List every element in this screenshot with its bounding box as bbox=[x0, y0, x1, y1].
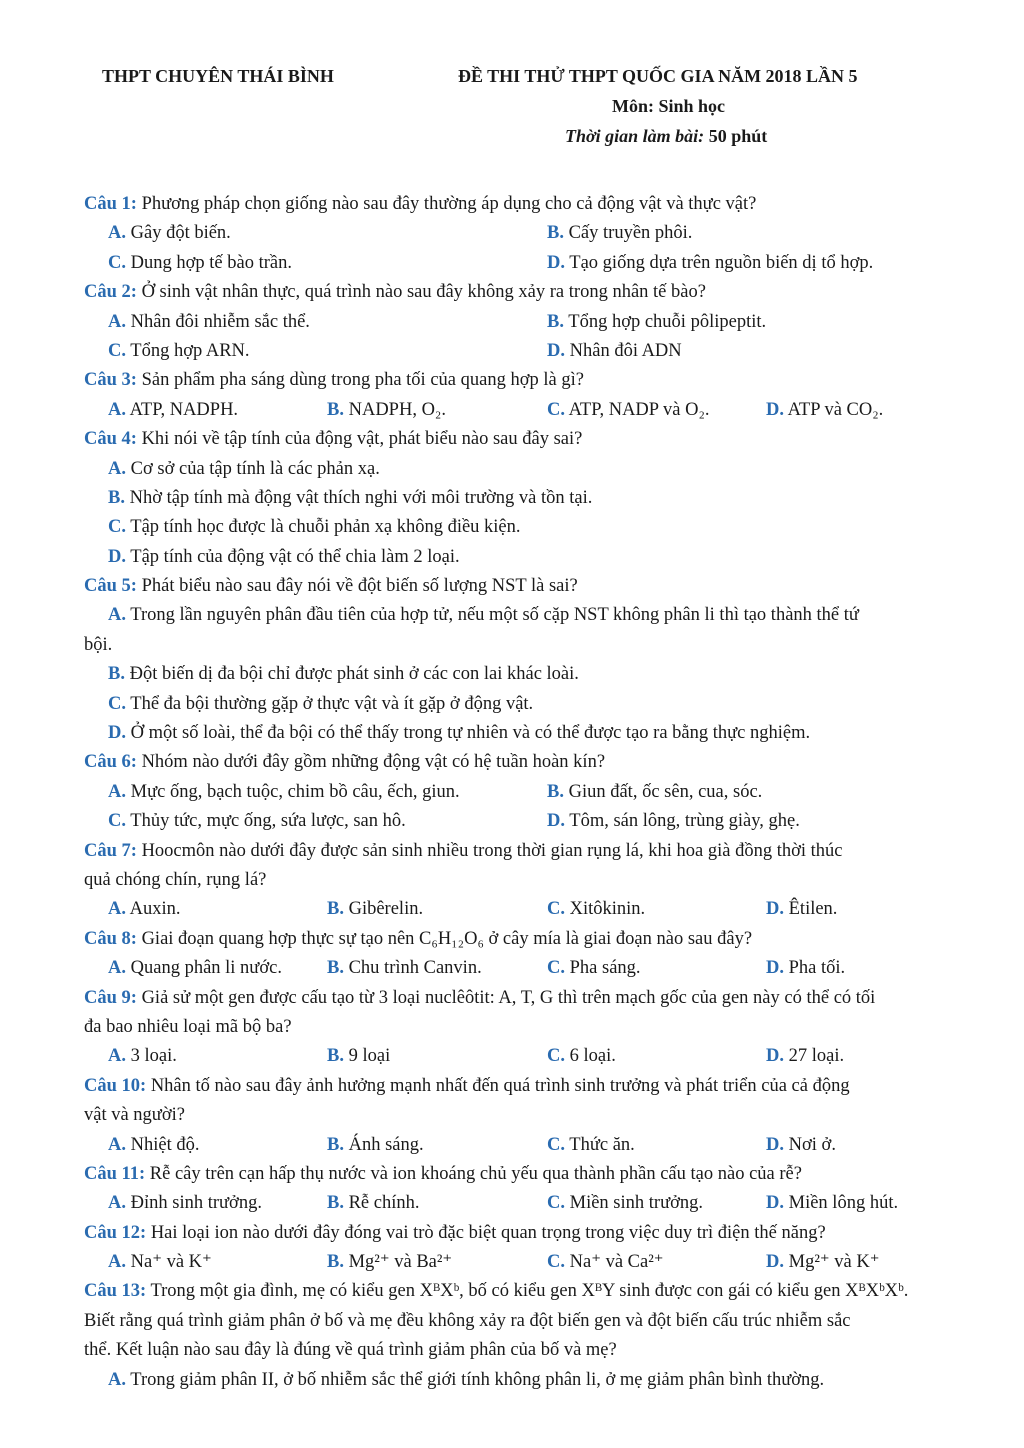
question-stem bbox=[84, 1072, 964, 1101]
question-stem bbox=[84, 425, 964, 454]
option-text: Na⁺ và K⁺ bbox=[130, 1252, 212, 1273]
question-number: Câu 8: bbox=[84, 928, 137, 949]
option-text: Na⁺ và Ca²⁺ bbox=[569, 1252, 664, 1273]
question-stem bbox=[84, 1277, 964, 1306]
option-text: Tập tính học được là chuỗi phản xạ không điều kiện. bbox=[130, 517, 521, 538]
option-text: Êtilen. bbox=[788, 899, 838, 920]
question-stem bbox=[84, 748, 964, 777]
option-text: Mg²⁺ và Ba²⁺ bbox=[348, 1252, 453, 1273]
option-text: ATP, NADP và O₂. bbox=[568, 399, 710, 420]
option-a-continued: bội. bbox=[84, 634, 113, 655]
option-label: C. bbox=[108, 811, 126, 832]
option-text: Nhân đôi nhiễm sắc thể. bbox=[130, 311, 310, 332]
question-number: Câu 5: bbox=[84, 576, 137, 597]
option-a bbox=[108, 778, 460, 807]
option-c bbox=[547, 954, 641, 983]
question-number: Câu 3: bbox=[84, 370, 137, 391]
option-label: B. bbox=[327, 958, 344, 979]
option-label: C. bbox=[108, 693, 126, 714]
option-b bbox=[547, 219, 692, 248]
answer-row bbox=[84, 249, 964, 278]
question-number: Câu 10: bbox=[84, 1075, 147, 1096]
option-c bbox=[108, 249, 292, 278]
question-text: Giai đoạn quang hợp thực sự tạo nên C₆H₁₂O₆ ở cây mía là giai đoạn nào sau đây? bbox=[141, 928, 753, 949]
option-text: Pha sáng. bbox=[569, 958, 641, 979]
option-d bbox=[547, 249, 873, 278]
option-text: NADPH, O₂. bbox=[348, 399, 447, 420]
duration-label: Thời gian làm bài: bbox=[565, 126, 705, 146]
option-b bbox=[327, 1042, 390, 1071]
option-d bbox=[766, 1189, 898, 1218]
answer-row bbox=[84, 1248, 964, 1277]
option-b bbox=[327, 1131, 424, 1160]
option-label: A. bbox=[108, 1134, 126, 1155]
option-label: C. bbox=[547, 958, 565, 979]
question-text-continued: đa bao nhiêu loại mã bộ ba? bbox=[84, 1016, 292, 1037]
option-text: ATP và CO₂. bbox=[787, 399, 884, 420]
option-label: B. bbox=[547, 223, 564, 244]
answer-row bbox=[84, 308, 964, 337]
option-text: Tôm, sán lông, trùng giày, ghẹ. bbox=[569, 811, 800, 832]
option-label: A. bbox=[108, 458, 126, 479]
option-text: 3 loại. bbox=[130, 1046, 177, 1067]
option-text: Giun đất, ốc sên, cua, sóc. bbox=[568, 781, 763, 802]
option-d bbox=[547, 807, 800, 836]
question-text: Phương pháp chọn giống nào sau đây thường áp dụng cho cả động vật và thực vật? bbox=[141, 194, 757, 214]
option-d bbox=[766, 895, 837, 924]
duration bbox=[565, 126, 767, 147]
option-label: B. bbox=[547, 781, 564, 802]
option-text: Chu trình Canvin. bbox=[348, 958, 482, 979]
question-number: Câu 11: bbox=[84, 1163, 146, 1184]
option-text: Mg²⁺ và K⁺ bbox=[788, 1252, 880, 1273]
option-label: B. bbox=[327, 1134, 344, 1155]
question-text-continued: thể. Kết luận nào sau đây là đúng về quá trình giảm phân của bố và mẹ? bbox=[84, 1340, 617, 1361]
option-a bbox=[108, 308, 310, 337]
option-label: C. bbox=[547, 399, 565, 420]
question-stem bbox=[84, 837, 964, 866]
option-label: A. bbox=[108, 399, 126, 420]
option-b bbox=[327, 1189, 420, 1218]
option-text: Tạo giống dựa trên nguồn biến dị tổ hợp. bbox=[569, 252, 874, 273]
option-label: A. bbox=[108, 1046, 126, 1067]
option-text: Miền sinh trưởng. bbox=[569, 1193, 704, 1214]
answer-row bbox=[84, 396, 964, 425]
option-label: B. bbox=[108, 487, 125, 508]
question-number: Câu 13: bbox=[84, 1281, 147, 1302]
option-label: B. bbox=[547, 311, 564, 332]
question-text: Hai loại ion nào dưới đây đóng vai trò đặc biệt quan trọng trong việc duy trì điện thế năng? bbox=[150, 1222, 826, 1243]
option-c bbox=[547, 1189, 703, 1218]
answer-row bbox=[84, 1042, 964, 1071]
question-stem bbox=[84, 1219, 964, 1248]
question-stem bbox=[84, 278, 964, 307]
option-a bbox=[108, 219, 231, 248]
option-text: 6 loại. bbox=[569, 1046, 616, 1067]
option-text: Đỉnh sinh trưởng. bbox=[130, 1193, 262, 1214]
option-text: Miền lông hút. bbox=[788, 1193, 899, 1214]
option-text: Cơ sở của tập tính là các phản xạ. bbox=[130, 458, 380, 479]
option-label: D. bbox=[547, 811, 565, 832]
option-text: ATP, NADPH. bbox=[129, 399, 239, 420]
option-text: Nơi ở. bbox=[788, 1134, 836, 1155]
option-c bbox=[84, 690, 964, 719]
question-text: Nhóm nào dưới đây gồm những động vật có hệ tuần hoàn kín? bbox=[141, 752, 606, 773]
question-text: Phát biểu nào sau đây nói về đột biến số lượng NST là sai? bbox=[141, 576, 578, 597]
option-a bbox=[108, 1042, 177, 1071]
option-label: D. bbox=[108, 723, 126, 744]
option-text: Tổng hợp ARN. bbox=[130, 340, 250, 361]
question-text: Nhân tố nào sau đây ảnh hưởng mạnh nhất đến quá trình sinh trưởng và phát triển của cả động bbox=[146, 1075, 850, 1096]
question-stem bbox=[84, 1160, 964, 1189]
option-c bbox=[108, 807, 406, 836]
option-label: A. bbox=[108, 899, 126, 920]
question-text-continued: Biết rằng quá trình giảm phân ở bố và mẹ đều không xảy ra đột biến gen và đột biến cấu trúc nhiễm sắc bbox=[84, 1310, 851, 1331]
question-text: Sản phẩm pha sáng dùng trong pha tối của quang hợp là gì? bbox=[141, 370, 584, 391]
option-b bbox=[327, 1248, 452, 1277]
question-number: Câu 12: bbox=[84, 1222, 147, 1243]
option-text: Dung hợp tế bào trần. bbox=[130, 252, 292, 273]
question-text: Hoocmôn nào dưới đây được sản sinh nhiều trong thời gian rụng lá, khi hoa già đồng thời thúc bbox=[141, 840, 843, 861]
option-c bbox=[547, 396, 710, 425]
option-text: Ở một số loài, thể đa bội có thể thấy trong tự nhiên và có thể được tạo ra bằng thực nghiệm. bbox=[130, 723, 811, 744]
option-c bbox=[547, 1131, 635, 1160]
option-label: C. bbox=[108, 340, 126, 361]
option-label: C. bbox=[547, 899, 565, 920]
option-label: A. bbox=[108, 1252, 126, 1273]
answer-row bbox=[84, 895, 964, 924]
option-label: A. bbox=[108, 1193, 126, 1214]
option-label: D. bbox=[766, 1193, 784, 1214]
option-c bbox=[547, 1042, 616, 1071]
question-number: Câu 6: bbox=[84, 752, 137, 773]
option-label: C. bbox=[547, 1134, 565, 1155]
question-text: Giả sử một gen được cấu tạo từ 3 loại nuclêôtit: A, T, G thì trên mạch gốc của gen này có thể có tối bbox=[141, 987, 876, 1008]
option-a bbox=[108, 895, 180, 924]
option-text: Thủy tức, mực ống, sứa lược, san hô. bbox=[130, 811, 406, 832]
option-label: D. bbox=[766, 1046, 784, 1067]
question-number: Câu 1: bbox=[84, 194, 137, 214]
option-a bbox=[84, 601, 964, 630]
option-text: Đột biến dị đa bội chỉ được phát sinh ở các con lai khác loài. bbox=[129, 664, 579, 685]
answer-row bbox=[84, 778, 964, 807]
option-c bbox=[84, 513, 964, 542]
option-text: Xitôkinin. bbox=[569, 899, 646, 920]
answer-row bbox=[84, 1189, 964, 1218]
option-b bbox=[547, 308, 766, 337]
question-stem bbox=[84, 190, 964, 219]
option-text: Nhân đôi ADN bbox=[569, 340, 682, 361]
option-text: Gibêrelin. bbox=[348, 899, 424, 920]
option-text: Quang phân li nước. bbox=[130, 958, 282, 979]
question-text-continued: quả chóng chín, rụng lá? bbox=[84, 869, 267, 890]
option-d bbox=[766, 954, 845, 983]
option-label: C. bbox=[547, 1193, 565, 1214]
option-text: Thể đa bội thường gặp ở thực vật và ít gặp ở động vật. bbox=[130, 693, 534, 714]
option-label: B. bbox=[108, 664, 125, 685]
option-b bbox=[84, 484, 964, 513]
option-label: D. bbox=[766, 1252, 784, 1273]
option-text: Trong giảm phân II, ở bố nhiễm sắc thể giới tính không phân li, ở mẹ giảm phân bình thường. bbox=[130, 1369, 825, 1390]
school-name: THPT CHUYÊN THÁI BÌNH bbox=[102, 66, 334, 86]
option-text: Nhiệt độ. bbox=[130, 1134, 200, 1155]
option-label: A. bbox=[108, 605, 126, 626]
option-label: A. bbox=[108, 958, 126, 979]
option-label: A. bbox=[108, 1369, 126, 1390]
option-label: A. bbox=[108, 311, 126, 332]
question-text-continued: vật và người? bbox=[84, 1105, 185, 1126]
question-text: Rễ cây trên cạn hấp thụ nước và ion khoáng chủ yếu qua thành phần cấu tạo nào của rễ? bbox=[145, 1163, 802, 1184]
option-text: Pha tối. bbox=[788, 958, 846, 979]
option-a bbox=[108, 1131, 199, 1160]
question-number: Câu 9: bbox=[84, 987, 137, 1008]
option-a bbox=[108, 1189, 262, 1218]
answer-row bbox=[84, 1131, 964, 1160]
option-text: Mực ống, bạch tuộc, chim bồ câu, ếch, giun. bbox=[130, 781, 460, 802]
question-stem bbox=[84, 925, 964, 954]
option-label: D. bbox=[766, 899, 784, 920]
option-text: 9 loại bbox=[348, 1046, 391, 1067]
option-label: B. bbox=[327, 899, 344, 920]
answer-row bbox=[84, 219, 964, 248]
option-d bbox=[84, 719, 964, 748]
option-text: Nhờ tập tính mà động vật thích nghi với môi trường và tồn tại. bbox=[129, 487, 593, 508]
option-a bbox=[108, 1248, 212, 1277]
duration-value: 50 phút bbox=[708, 126, 768, 146]
option-a bbox=[108, 954, 282, 983]
exam-title: ĐỀ THI THỬ THPT QUỐC GIA NĂM 2018 LẦN 5 bbox=[458, 66, 858, 86]
option-label: B. bbox=[327, 399, 344, 420]
option-d bbox=[766, 1248, 879, 1277]
option-text: 27 loại. bbox=[788, 1046, 845, 1067]
answer-row bbox=[84, 337, 964, 366]
question-stem bbox=[84, 572, 964, 601]
option-label: B. bbox=[327, 1193, 344, 1214]
option-d bbox=[766, 1131, 836, 1160]
option-text: Tổng hợp chuỗi pôlipeptit. bbox=[568, 311, 767, 332]
option-label: D. bbox=[766, 958, 784, 979]
option-text: Cấy truyền phôi. bbox=[568, 223, 693, 244]
question-stem bbox=[84, 366, 964, 395]
option-d bbox=[766, 1042, 844, 1071]
option-label: C. bbox=[547, 1252, 565, 1273]
option-b bbox=[547, 778, 762, 807]
option-text: Trong lần nguyên phân đầu tiên của hợp tử, nếu một số cặp NST không phân li thì tạo thành thể tứ bbox=[130, 605, 859, 626]
question-text: Ở sinh vật nhân thực, quá trình nào sau đây không xảy ra trong nhân tế bào? bbox=[141, 282, 706, 303]
question-number: Câu 7: bbox=[84, 840, 137, 861]
option-c bbox=[547, 1248, 664, 1277]
option-c bbox=[547, 895, 645, 924]
option-d bbox=[547, 337, 682, 366]
option-b bbox=[84, 660, 964, 689]
option-label: D. bbox=[108, 546, 126, 567]
option-text: Gây đột biến. bbox=[130, 223, 231, 244]
option-b bbox=[327, 954, 482, 983]
subject: Môn: Sinh học bbox=[612, 96, 726, 116]
option-c bbox=[108, 337, 250, 366]
option-text: Tập tính của động vật có thể chia làm 2 loại. bbox=[130, 546, 460, 567]
option-label: D. bbox=[547, 340, 565, 361]
option-b bbox=[327, 895, 423, 924]
option-text: Auxin. bbox=[129, 899, 181, 920]
option-label: D. bbox=[547, 252, 565, 273]
option-label: D. bbox=[766, 399, 784, 420]
option-label: A. bbox=[108, 781, 126, 802]
question-list bbox=[84, 190, 964, 1395]
option-text: Rễ chính. bbox=[348, 1193, 420, 1214]
option-label: A. bbox=[108, 223, 126, 244]
option-a bbox=[108, 396, 238, 425]
question-number: Câu 2: bbox=[84, 282, 137, 303]
answer-row bbox=[84, 954, 964, 983]
option-label: C. bbox=[108, 517, 126, 538]
option-label: C. bbox=[547, 1046, 565, 1067]
option-a bbox=[84, 455, 964, 484]
option-text: Thức ăn. bbox=[569, 1134, 635, 1155]
question-text: Khi nói về tập tính của động vật, phát biểu nào sau đây sai? bbox=[141, 429, 583, 450]
option-d bbox=[84, 543, 964, 572]
option-label: B. bbox=[327, 1252, 344, 1273]
option-label: C. bbox=[108, 252, 126, 273]
question-number: Câu 4: bbox=[84, 429, 137, 450]
option-text: Ánh sáng. bbox=[348, 1134, 424, 1155]
answer-row bbox=[84, 807, 964, 836]
option-label: B. bbox=[327, 1046, 344, 1067]
option-label: D. bbox=[766, 1134, 784, 1155]
question-text: Trong một gia đình, mẹ có kiểu gen XᴮXᵇ, bố có kiểu gen XᴮY sinh được con gái có kiểu gen XᴮXᵇXᵇ. bbox=[150, 1281, 909, 1302]
option-a bbox=[84, 1366, 964, 1395]
option-d bbox=[766, 396, 883, 425]
question-stem bbox=[84, 984, 964, 1013]
option-b bbox=[327, 396, 446, 425]
